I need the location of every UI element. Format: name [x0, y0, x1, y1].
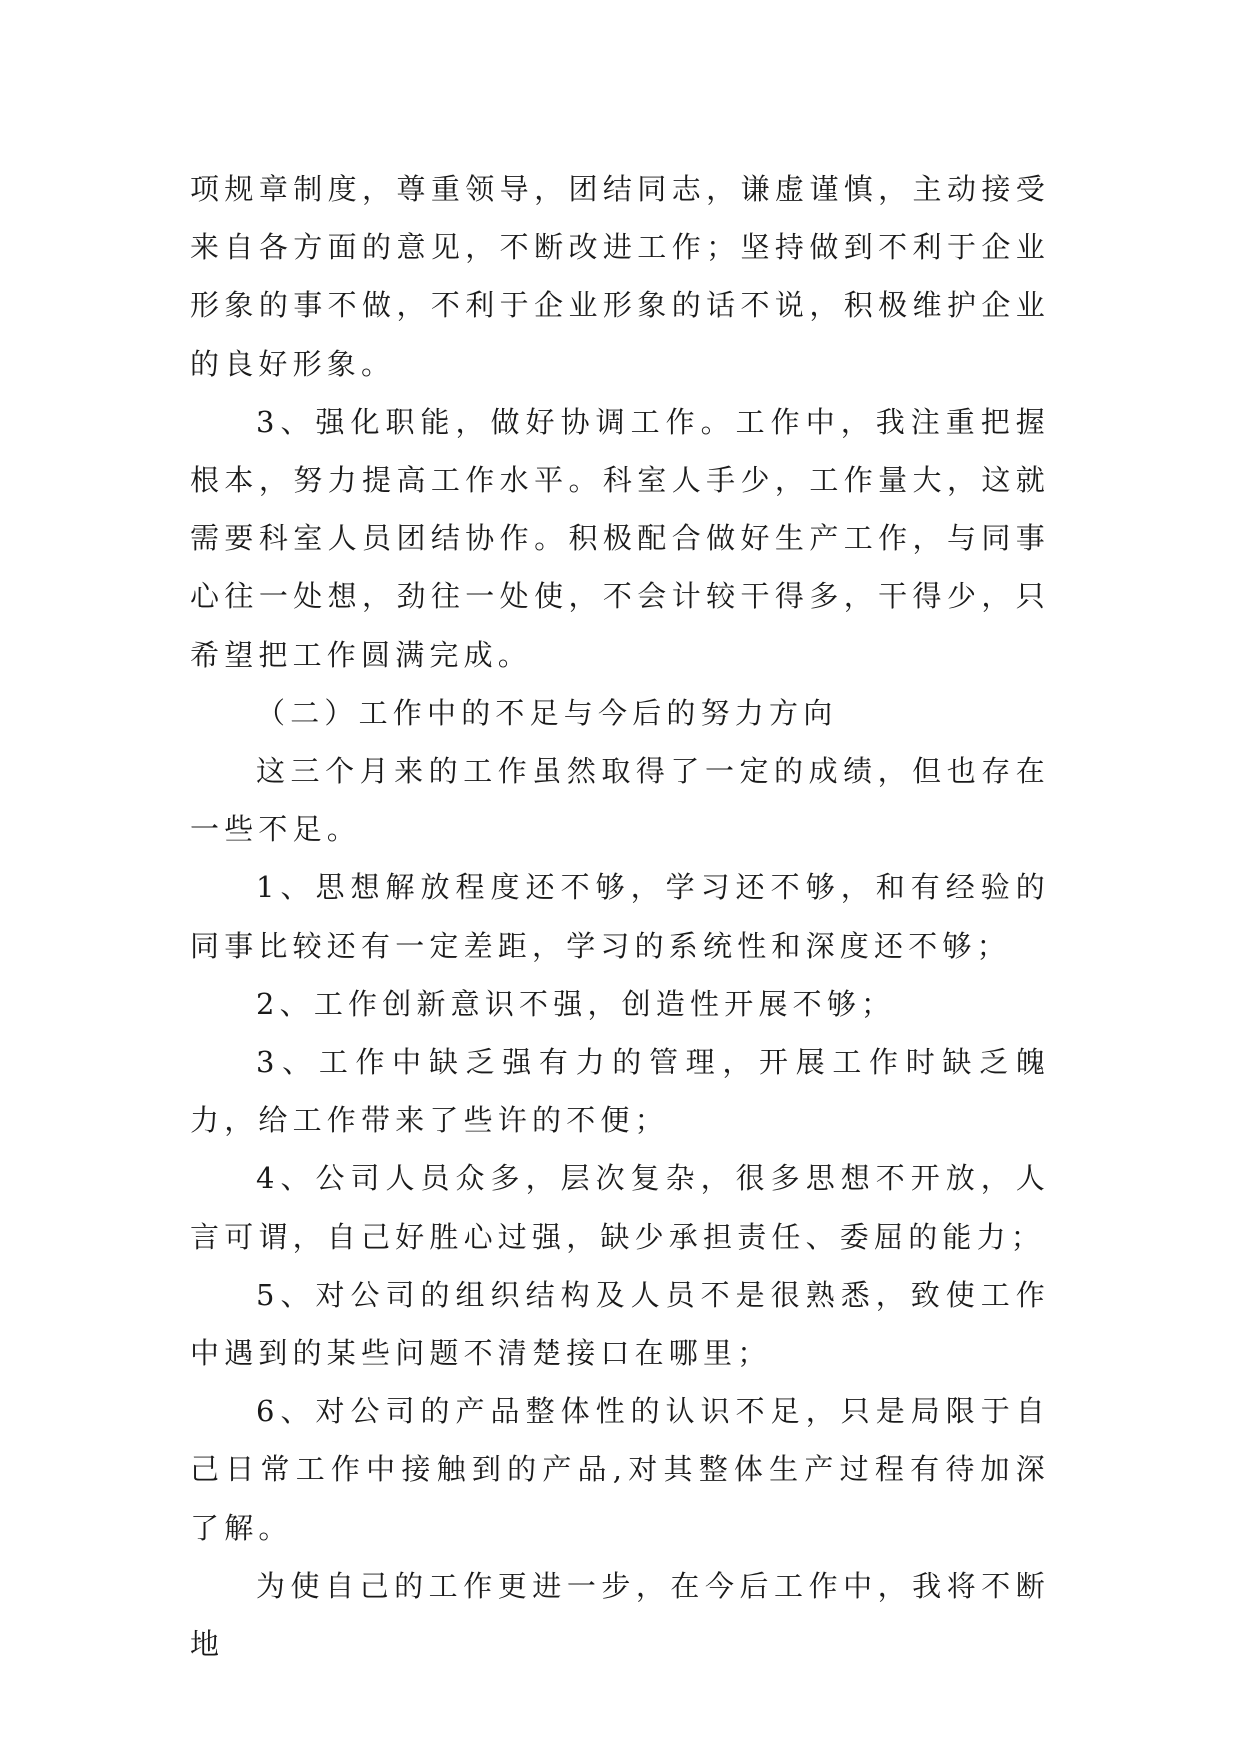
- paragraph-shortcoming-1: 1、思想解放程度还不够，学习还不够，和有经验的同事比较还有一定差距，学习的系统性和深度还不够；: [190, 870, 1050, 963]
- paragraph-rules-continuation: 项规章制度，尊重领导，团结同志，谦虚谨慎，主动接受来自各方面的意见，不断改进工作；坚持做到不利于企业形象的事不做，不利于企业形象的话不说，积极维护企业的良好形象。: [190, 172, 1050, 381]
- paragraph-shortcoming-6: 6、对公司的产品整体性的认识不足，只是局限于自己日常工作中接触到的产品,对其整体生产过程有待加深了解。: [190, 1394, 1050, 1545]
- paragraph-shortcoming-5: 5、对公司的组织结构及人员不是很熟悉，致使工作中遇到的某些问题不清楚接口在哪里；: [190, 1277, 1050, 1371]
- paragraph-future-plan: 为使自己的工作更进一步，在今后工作中，我将不断地: [190, 1568, 1050, 1662]
- paragraph-shortcoming-4: 4、公司人员众多，层次复杂，很多思想不开放，人言可谓，自己好胜心过强，缺少承担责任、委屈的能力；: [190, 1161, 1050, 1254]
- paragraph-shortcomings-intro: 这三个月来的工作虽然取得了一定的成绩，但也存在一些不足。: [190, 754, 1050, 847]
- paragraph-shortcoming-3: 3、工作中缺乏强有力的管理，开展工作时缺乏魄力，给工作带来了些许的不便；: [190, 1045, 1050, 1138]
- document-body: [190, 160, 1050, 1673]
- paragraph-item-3-coordination: 3、强化职能，做好协调工作。工作中，我注重把握根本，努力提高工作水平。科室人手少，工作量大，这就需要科室人员团结协作。积极配合做好生产工作，与同事心往一处想，劲往一处使，不会计较干得多，干得少，只希望把工作圆满完成。: [190, 404, 1050, 672]
- section-heading-shortcomings: （二）工作中的不足与今后的努力方向: [256, 695, 838, 730]
- paragraph-shortcoming-2: 2、工作创新意识不强，创造性开展不够；: [256, 986, 896, 1021]
